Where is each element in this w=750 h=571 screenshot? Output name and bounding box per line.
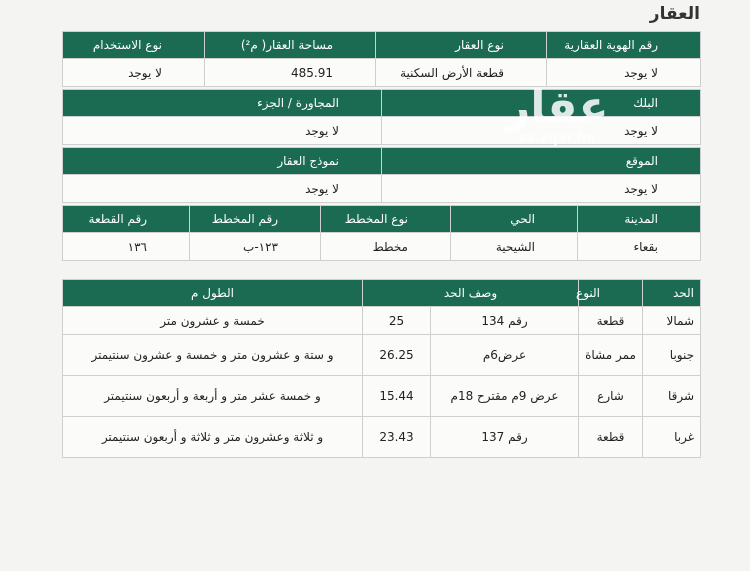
- value-row: [63, 175, 701, 203]
- header-block: البلك: [382, 90, 701, 117]
- cell-description: عرض 9م مقترح 18م: [431, 376, 579, 417]
- value-plan-number: ١٢٣-ب: [190, 233, 321, 261]
- cell-side: شمالا: [643, 307, 701, 335]
- header-property-area: مساحة العقار( م²): [205, 32, 376, 59]
- header-usage-type: نوع الاستخدام: [63, 32, 205, 59]
- value-property-model: لا يوجد: [63, 175, 382, 203]
- value-district: الشيحية: [451, 233, 578, 261]
- cell-length-text: و ثلاثة وعشرون متر و ثلاثة و أربعون سنتيمتر: [63, 417, 363, 458]
- cell-type: قطعة: [579, 417, 643, 458]
- table-row: [63, 417, 701, 458]
- value-neighborhood-part: لا يوجد: [63, 117, 382, 145]
- table-row: [63, 376, 701, 417]
- header-boundary: الحد: [643, 280, 701, 307]
- cell-length-text: خمسة و عشرون متر: [63, 307, 363, 335]
- cell-length: 26.25: [363, 335, 431, 376]
- property-info-table-4: [62, 205, 701, 261]
- table-row: [63, 335, 701, 376]
- cell-side: جنوبا: [643, 335, 701, 376]
- header-row: [63, 90, 701, 117]
- value-property-area: 485.91: [205, 59, 376, 87]
- value-property-type: قطعة الأرض السكنية: [376, 59, 547, 87]
- value-location: لا يوجد: [382, 175, 701, 203]
- header-row: [63, 148, 701, 175]
- header-row: [63, 206, 701, 233]
- cell-length: 15.44: [363, 376, 431, 417]
- boundaries-table: [62, 279, 701, 458]
- cell-description: عرض6م: [431, 335, 579, 376]
- header-district: الحي: [451, 206, 578, 233]
- cell-description: رقم 137: [431, 417, 579, 458]
- header-parcel-number: رقم القطعة: [63, 206, 190, 233]
- value-plan-type: مخطط: [321, 233, 451, 261]
- watermark-main: عقار: [505, 82, 609, 133]
- cell-side: غربا: [643, 417, 701, 458]
- table-row: [63, 307, 701, 335]
- header-length: الطول م: [63, 280, 363, 307]
- cell-length-text: و خمسة عشر متر و أربعة و أربعون سنتيمتر: [63, 376, 363, 417]
- cell-length: 25: [363, 307, 431, 335]
- cell-type: شارع: [579, 376, 643, 417]
- value-row: [63, 117, 701, 145]
- cell-length: 23.43: [363, 417, 431, 458]
- section-title: العقار: [649, 4, 700, 24]
- cell-side: شرقا: [643, 376, 701, 417]
- cell-description: رقم 134: [431, 307, 579, 335]
- header-property-id: رقم الهوية العقارية: [547, 32, 701, 59]
- cell-type: قطعة: [579, 307, 643, 335]
- header-row: [63, 32, 701, 59]
- cell-type: ممر مشاة: [579, 335, 643, 376]
- header-location: الموقع: [382, 148, 701, 175]
- property-info-table-2: [62, 89, 701, 145]
- watermark-sub: sa.aqar.fm: [518, 131, 596, 146]
- value-parcel-number: ١٣٦: [63, 233, 190, 261]
- property-info-table-1: [62, 31, 701, 87]
- value-row: [63, 233, 701, 261]
- header-property-model: نموذج العقار: [63, 148, 382, 175]
- value-usage-type: لا يوجد: [63, 59, 205, 87]
- header-plan-number: رقم المخطط: [190, 206, 321, 233]
- boundaries-header-row: [63, 280, 701, 307]
- header-description: وصف الحد: [363, 280, 579, 307]
- header-property-type: نوع العقار: [376, 32, 547, 59]
- header-city: المدينة: [578, 206, 701, 233]
- cell-length-text: و ستة و عشرون متر و خمسة و عشرون سنتيمتر: [63, 335, 363, 376]
- property-info-table-3: [62, 147, 701, 203]
- header-type: النوع: [579, 280, 643, 307]
- header-plan-type: نوع المخطط: [321, 206, 451, 233]
- value-city: بقعاء: [578, 233, 701, 261]
- header-neighborhood-part: المجاورة / الجزء: [63, 90, 382, 117]
- value-block: لا يوجد: [382, 117, 701, 145]
- value-property-id: لا يوجد: [547, 59, 701, 87]
- value-row: [63, 59, 701, 87]
